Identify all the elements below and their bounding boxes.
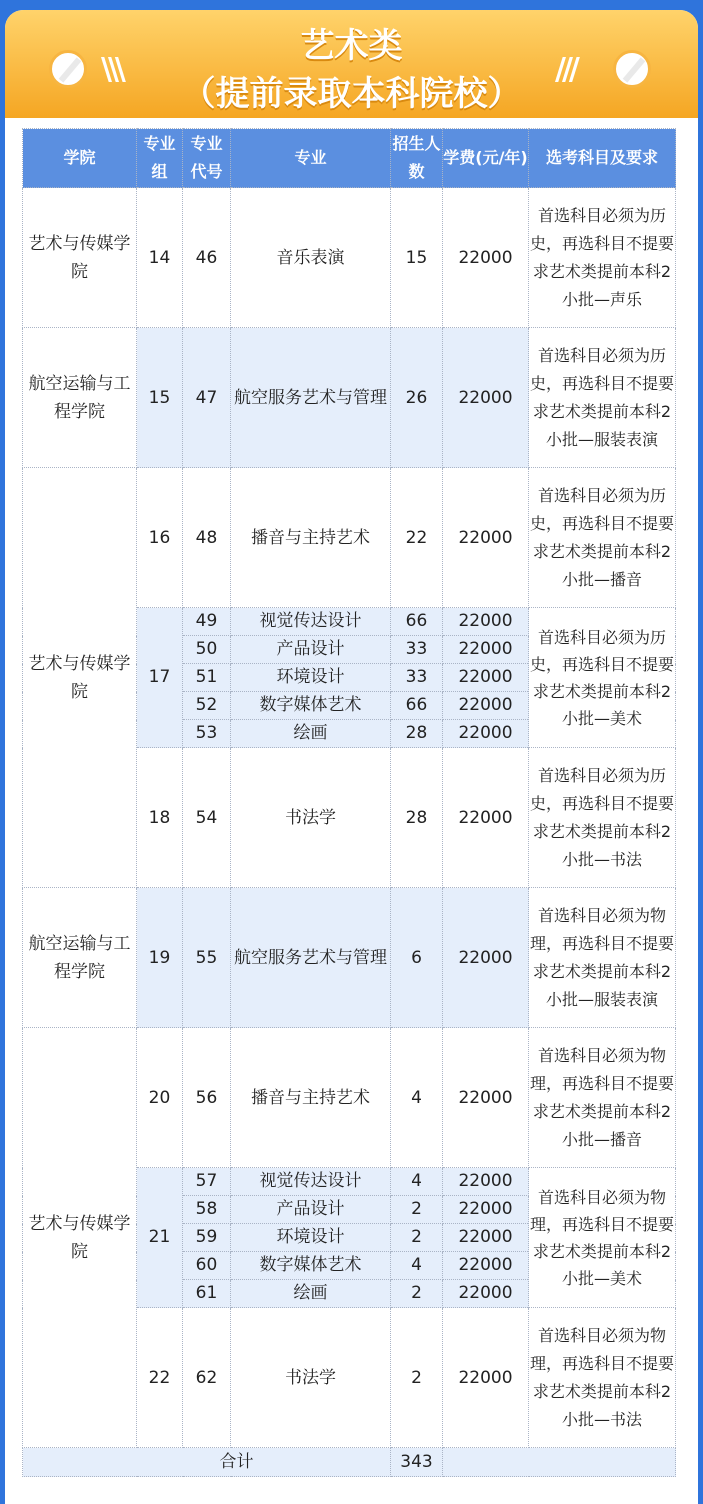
- cell-fee: 22000: [443, 1280, 529, 1308]
- cell-enroll: 28: [391, 748, 443, 888]
- cell-enroll: 28: [391, 720, 443, 748]
- total-label: 合计: [23, 1448, 391, 1477]
- header-enroll: 招生人数: [391, 129, 443, 188]
- cell-code: 58: [183, 1196, 231, 1224]
- cell-enroll: 6: [391, 888, 443, 1028]
- header-group: 专业组: [137, 129, 183, 188]
- cell-code: 61: [183, 1280, 231, 1308]
- table-row: [23, 468, 676, 608]
- table-header-row: [23, 129, 676, 188]
- cell-major: 环境设计: [231, 664, 391, 692]
- cell-enroll: 2: [391, 1196, 443, 1224]
- cell-college: 航空运输与工程学院: [23, 888, 137, 1028]
- cell-college: 艺术与传媒学院: [23, 468, 137, 888]
- decorative-slashes-left: \\\: [101, 52, 122, 87]
- cell-fee: 22000: [443, 608, 529, 636]
- cell-code: 54: [183, 748, 231, 888]
- cell-fee: 22000: [443, 1308, 529, 1448]
- page-subtitle: （提前录取本科院校）: [181, 74, 522, 114]
- cell-group: 21: [137, 1168, 183, 1308]
- cell-enroll: 4: [391, 1168, 443, 1196]
- header-fee: 学费(元/年): [443, 129, 529, 188]
- cell-group: 22: [137, 1308, 183, 1448]
- cell-enroll: 4: [391, 1028, 443, 1168]
- cell-requirements: 首选科目必须为物理，再选科目不提要求艺术类提前本科2小批—书法: [529, 1308, 676, 1448]
- cell-enroll: 15: [391, 188, 443, 328]
- cell-enroll: 4: [391, 1252, 443, 1280]
- cell-fee: 22000: [443, 748, 529, 888]
- cell-group: 14: [137, 188, 183, 328]
- cell-requirements: 首选科目必须为历史，再选科目不提要求艺术类提前本科2小批—声乐: [529, 188, 676, 328]
- cell-group: 18: [137, 748, 183, 888]
- cell-fee: 22000: [443, 1168, 529, 1196]
- cell-major: 产品设计: [231, 636, 391, 664]
- cell-enroll: 66: [391, 608, 443, 636]
- cell-code: 52: [183, 692, 231, 720]
- cell-code: 50: [183, 636, 231, 664]
- pill-icon: [613, 50, 651, 88]
- cell-enroll: 33: [391, 664, 443, 692]
- cell-code: 51: [183, 664, 231, 692]
- cell-major: 航空服务艺术与管理: [231, 888, 391, 1028]
- page-title: 艺术类: [300, 26, 403, 66]
- cell-code: 46: [183, 188, 231, 328]
- cell-code: 60: [183, 1252, 231, 1280]
- cell-requirements: 首选科目必须为历史，再选科目不提要求艺术类提前本科2小批—书法: [529, 748, 676, 888]
- cell-fee: 22000: [443, 1252, 529, 1280]
- cell-code: 55: [183, 888, 231, 1028]
- cell-group: 19: [137, 888, 183, 1028]
- header-requirements: 选考科目及要求: [529, 129, 676, 188]
- cell-major: 书法学: [231, 748, 391, 888]
- cell-code: 49: [183, 608, 231, 636]
- cell-fee: 22000: [443, 188, 529, 328]
- cell-major: 书法学: [231, 1308, 391, 1448]
- cell-code: 47: [183, 328, 231, 468]
- cell-major: 播音与主持艺术: [231, 468, 391, 608]
- cell-college: 航空运输与工程学院: [23, 328, 137, 468]
- cell-college: 艺术与传媒学院: [23, 188, 137, 328]
- cell-code: 48: [183, 468, 231, 608]
- cell-major: 视觉传达设计: [231, 608, 391, 636]
- cell-requirements: 首选科目必须为物理，再选科目不提要求艺术类提前本科2小批—服装表演: [529, 888, 676, 1028]
- header-major: 专业: [231, 129, 391, 188]
- cell-group: 17: [137, 608, 183, 748]
- cell-major: 音乐表演: [231, 188, 391, 328]
- cell-requirements: 首选科目必须为历史，再选科目不提要求艺术类提前本科2小批—美术: [529, 608, 676, 748]
- table-row: [23, 188, 676, 328]
- total-value: 343: [391, 1448, 443, 1477]
- cell-fee: 22000: [443, 468, 529, 608]
- cell-enroll: 26: [391, 328, 443, 468]
- header-college: 学院: [23, 129, 137, 188]
- cell-enroll: 22: [391, 468, 443, 608]
- cell-major: 绘画: [231, 1280, 391, 1308]
- cell-major: 航空服务艺术与管理: [231, 328, 391, 468]
- cell-major: 视觉传达设计: [231, 1168, 391, 1196]
- cell-fee: 22000: [443, 692, 529, 720]
- cell-code: 62: [183, 1308, 231, 1448]
- cell-requirements: 首选科目必须为历史，再选科目不提要求艺术类提前本科2小批—服装表演: [529, 328, 676, 468]
- cell-requirements: 首选科目必须为物理，再选科目不提要求艺术类提前本科2小批—美术: [529, 1168, 676, 1308]
- cell-fee: 22000: [443, 720, 529, 748]
- cell-group: 16: [137, 468, 183, 608]
- admissions-table: [22, 128, 676, 1477]
- cell-major: 数字媒体艺术: [231, 1252, 391, 1280]
- cell-code: 53: [183, 720, 231, 748]
- cell-code: 57: [183, 1168, 231, 1196]
- table-row: [23, 328, 676, 468]
- cell-enroll: 2: [391, 1280, 443, 1308]
- cell-fee: 22000: [443, 328, 529, 468]
- cell-fee: 22000: [443, 1196, 529, 1224]
- cell-fee: 22000: [443, 664, 529, 692]
- cell-requirements: 首选科目必须为历史，再选科目不提要求艺术类提前本科2小批—播音: [529, 468, 676, 608]
- cell-college: 艺术与传媒学院: [23, 1028, 137, 1448]
- cell-group: 15: [137, 328, 183, 468]
- cell-code: 59: [183, 1224, 231, 1252]
- cell-enroll: 2: [391, 1308, 443, 1448]
- table-row: [23, 888, 676, 1028]
- cell-enroll: 66: [391, 692, 443, 720]
- cell-major: 数字媒体艺术: [231, 692, 391, 720]
- total-empty: [443, 1448, 676, 1477]
- cell-enroll: 2: [391, 1224, 443, 1252]
- cell-requirements: 首选科目必须为物理，再选科目不提要求艺术类提前本科2小批—播音: [529, 1028, 676, 1168]
- cell-fee: 22000: [443, 1028, 529, 1168]
- decorative-slashes-right: ///: [555, 52, 576, 87]
- cell-enroll: 33: [391, 636, 443, 664]
- total-row: [23, 1448, 676, 1477]
- cell-group: 20: [137, 1028, 183, 1168]
- cell-fee: 22000: [443, 888, 529, 1028]
- title-banner: [5, 10, 698, 118]
- cell-major: 绘画: [231, 720, 391, 748]
- cell-major: 播音与主持艺术: [231, 1028, 391, 1168]
- table-row: [23, 1028, 676, 1168]
- cell-code: 56: [183, 1028, 231, 1168]
- cell-major: 产品设计: [231, 1196, 391, 1224]
- header-code: 专业代号: [183, 129, 231, 188]
- cell-major: 环境设计: [231, 1224, 391, 1252]
- cell-fee: 22000: [443, 636, 529, 664]
- cell-fee: 22000: [443, 1224, 529, 1252]
